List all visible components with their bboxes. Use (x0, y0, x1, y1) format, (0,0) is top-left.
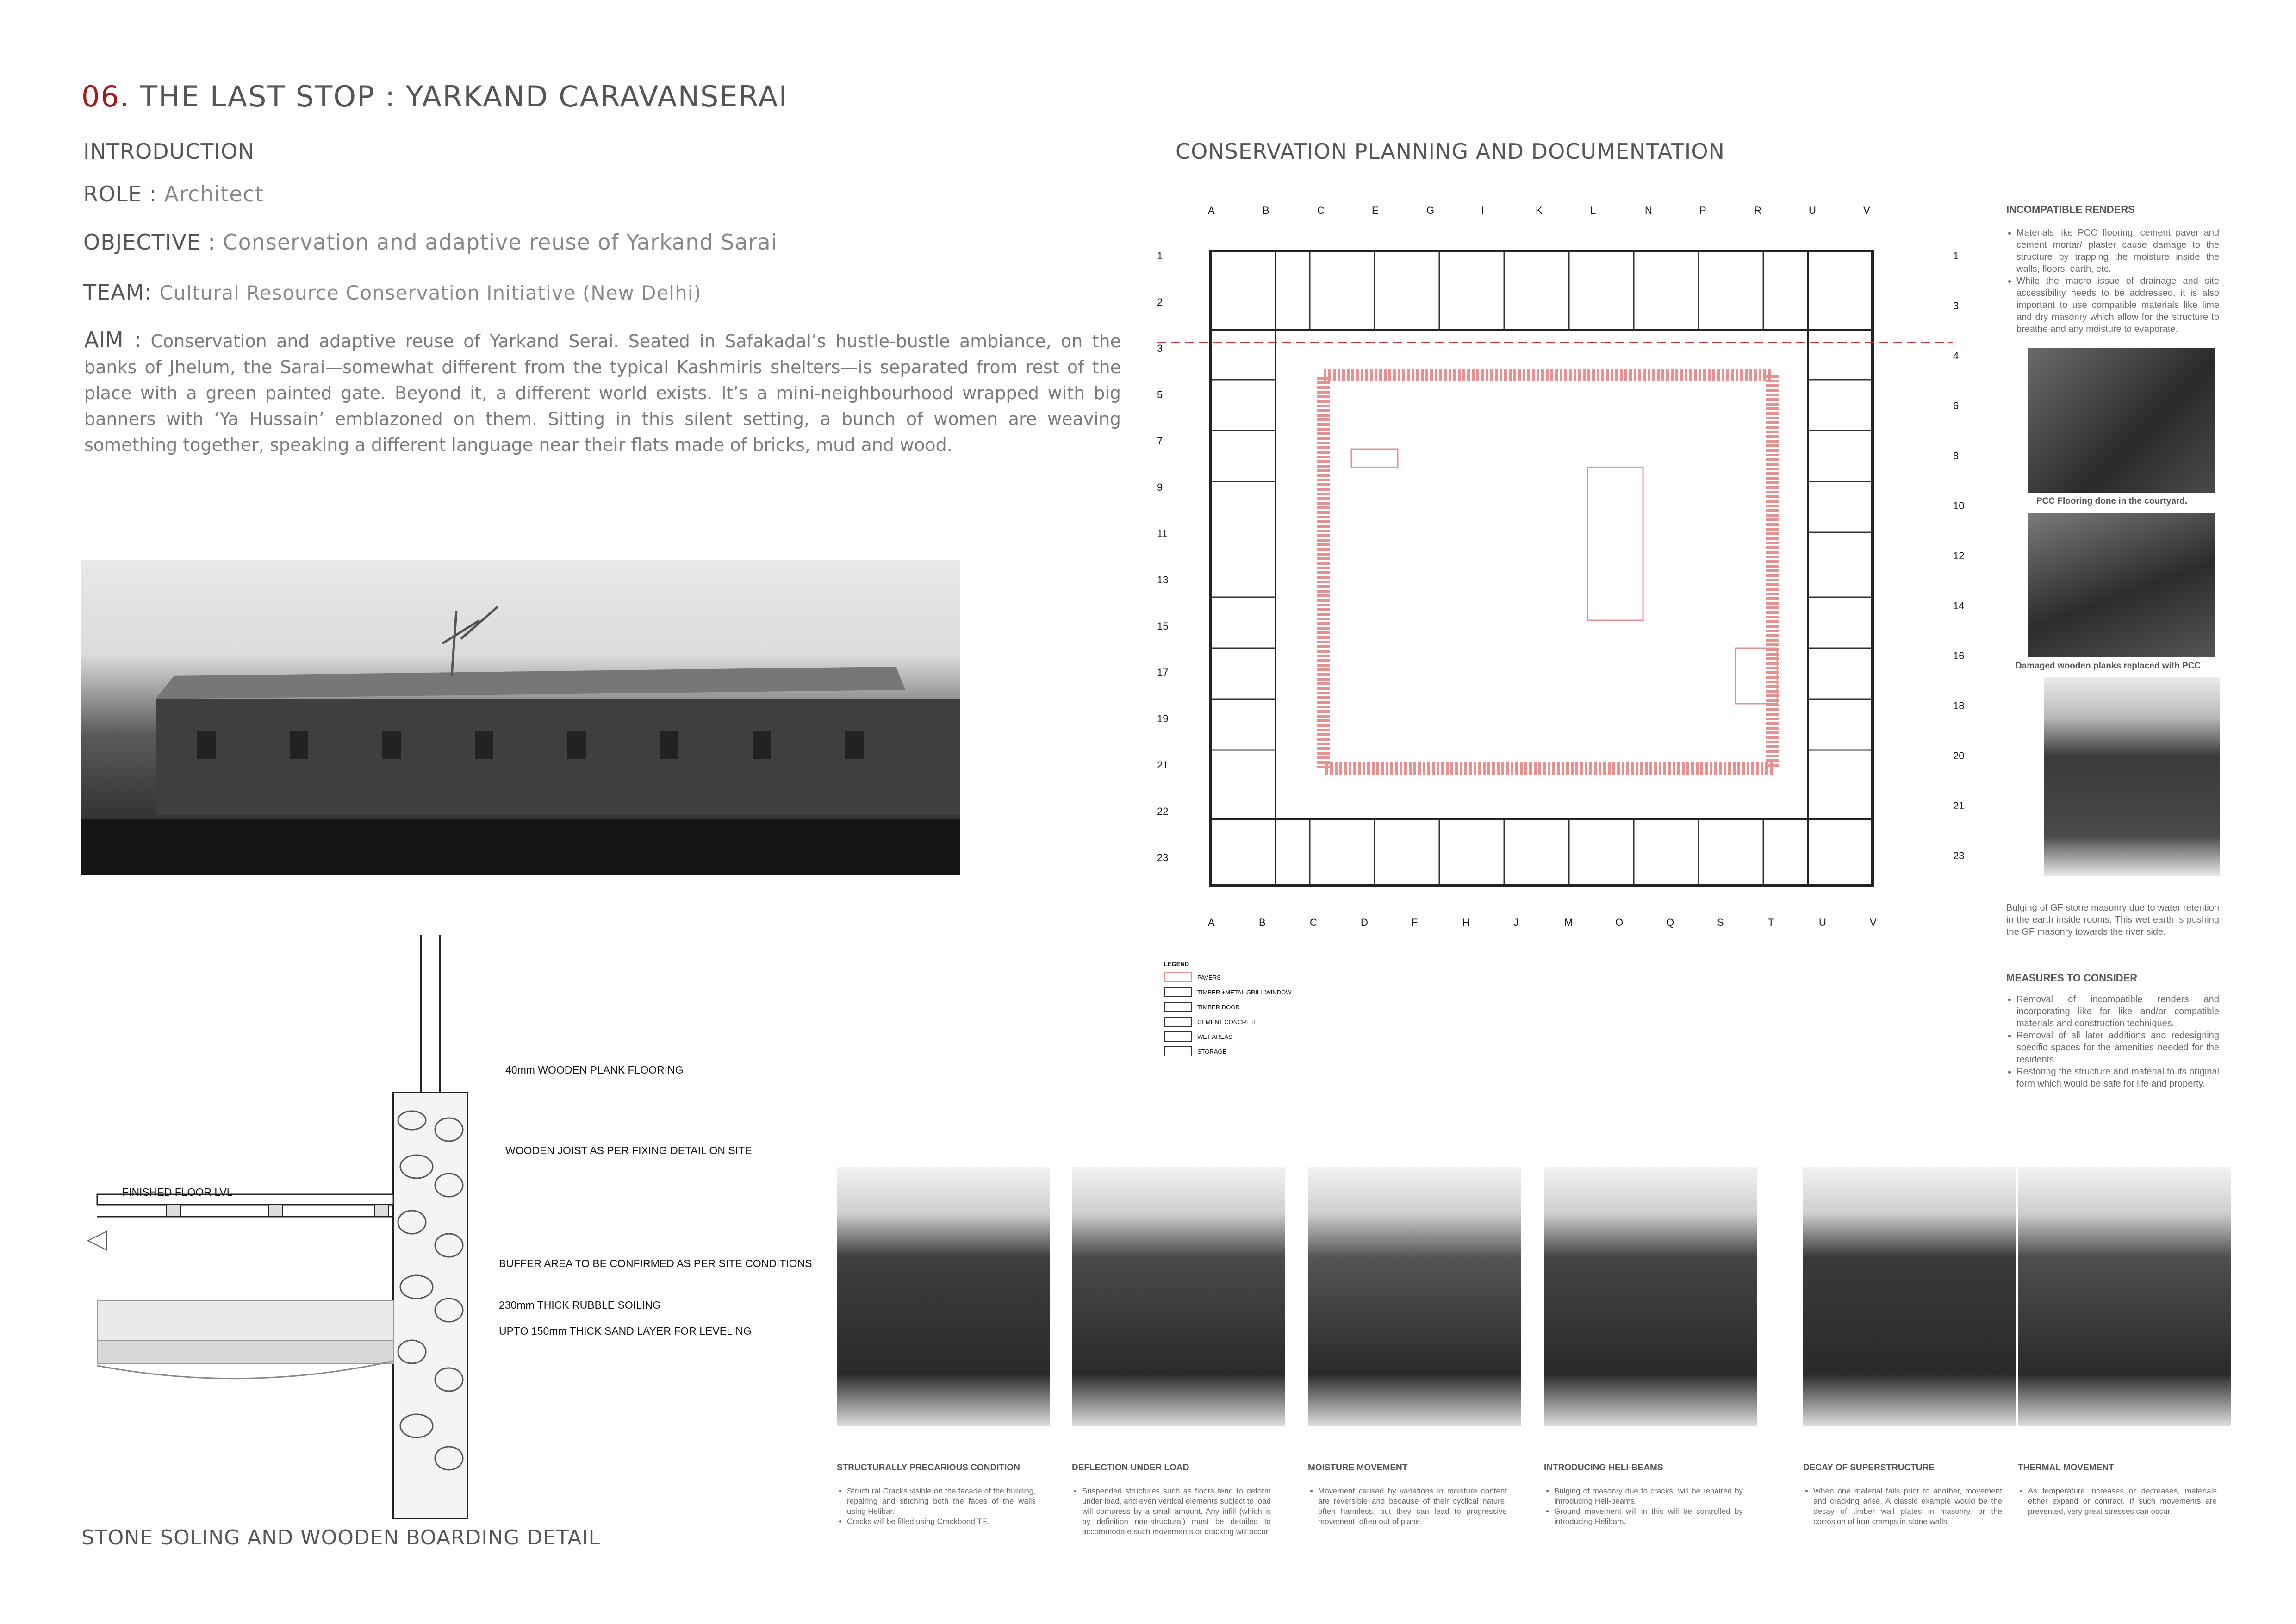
bullet-point: • Structural Cracks visible on the facade of the building, repairing and stitching both the faces of the walls using Helibar. (847, 1486, 1036, 1517)
page-title (81, 80, 788, 113)
floor-plan (1157, 218, 1967, 912)
team-value: Cultural Resource Conservation Initiative (New Delhi) (159, 281, 702, 304)
bullet-point: • Movement caused by variations in moisture content are reversible and because of their cyclical nature, often harmless, but they can lead to progressive movement, often out of plane. (1318, 1486, 1507, 1527)
bullet-point: • Ground movement will in this will be controlled by introducing Helibars. (1554, 1506, 1743, 1527)
legend-label: TIMBER DOOR (1197, 1003, 1240, 1011)
plan-legend (1164, 961, 1303, 1076)
issue-points (1072, 1486, 1271, 1537)
intro-heading: INTRODUCTION (83, 139, 255, 164)
legend-label: CEMENT CONCRETE (1197, 1018, 1258, 1025)
grid-label: H (1462, 917, 1470, 928)
grid-label: 9 (1157, 481, 1163, 493)
issue-points (1803, 1486, 2002, 1527)
legend-label: PAVERS (1197, 974, 1221, 981)
plan-heading: CONSERVATION PLANNING AND DOCUMENTATION (1176, 139, 1725, 164)
legend-item (1164, 972, 1303, 982)
detail-title: STONE SOLING AND WOODEN BOARDING DETAIL (81, 1526, 600, 1549)
grid-label: 17 (1157, 667, 1169, 678)
aim-paragraph (84, 327, 1121, 458)
grid-label: 20 (1953, 750, 1965, 762)
grid-label: 12 (1953, 550, 1965, 562)
role-value: Architect (164, 181, 264, 206)
grid-label: U (1819, 917, 1826, 928)
grid-label: J (1513, 917, 1518, 928)
issue-title: STRUCTURALLY PRECARIOUS CONDITION (837, 1463, 1020, 1473)
team-label: TEAM: (83, 280, 152, 305)
legend-label: TIMBER +METAL GRILL WINDOW (1197, 988, 1292, 996)
issue-points (1544, 1486, 1743, 1527)
bullet-point: • Removal of incompatible renders and incorporating like for like and/or compatible materials and construction techniques. (2016, 993, 2219, 1030)
legend-swatch (1164, 987, 1192, 997)
grid-label: R (1754, 205, 1761, 216)
bulging-masonry-photo (2044, 677, 2220, 876)
issue-title: THERMAL MOVEMENT (2018, 1463, 2114, 1473)
grid-label: L (1590, 205, 1596, 216)
bullet-point: • Materials like PCC flooring, cement paver and cement mortar/ plaster cause damage to the structure by trapping the moisture inside the walls, floors, earth, etc. (2016, 227, 2219, 275)
issue-photo (837, 1167, 1050, 1426)
label-sand-layer: UPTO 150mm THICK SAND LAYER FOR LEVELING (499, 1325, 752, 1337)
issue-photo (2018, 1167, 2231, 1426)
issue-points (2018, 1486, 2217, 1517)
grid-label: I (1481, 205, 1484, 216)
grid-label: C (1310, 917, 1317, 928)
stone-soling-detail-drawing (69, 926, 833, 1528)
issue-points (837, 1486, 1036, 1527)
grid-label: 21 (1953, 800, 1965, 812)
legend-swatch (1164, 1031, 1192, 1042)
grid-label: U (1809, 205, 1816, 216)
grid-label: V (1863, 205, 1870, 216)
grid-label: 8 (1953, 450, 1959, 462)
legend-swatch (1164, 1002, 1192, 1012)
damaged-planks-caption: Damaged wooden planks replaced with PCC (2016, 661, 2201, 671)
grid-label: 23 (1157, 852, 1169, 863)
bullet-point: • While the macro issue of drainage and site accessibility needs to be addressed, it is also important to use compatible materials like lime and dry masonry which allow for the structure to breathe and any moisture to evaporate. (2016, 275, 2219, 335)
top-grid-labels (1208, 205, 1925, 219)
grid-label: 22 (1157, 806, 1169, 817)
bullet-point: • Suspended structures such as floors tend to deform under load, and even vertical elements subject to load will compress by a small amount. Any infill (which is by definition non-structural) must be detailed to accommodate such movements or cracking will occur. (1082, 1486, 1271, 1537)
measures-title: MEASURES TO CONSIDER (2006, 972, 2138, 984)
legend-swatch (1164, 1017, 1192, 1027)
grid-label: 10 (1953, 500, 1965, 512)
grid-label: 3 (1157, 343, 1163, 354)
bullet-point: • As temperature increases or decreases, materials either expand or contract. If such movements are prevented, very great stresses can occur. (2028, 1486, 2217, 1517)
grid-label: 19 (1157, 713, 1169, 725)
label-finished-floor: FINISHED FLOOR LVL (122, 1186, 233, 1198)
section-title: THE LAST STOP : YARKAND CARAVANSERAI (140, 80, 788, 113)
label-plank-flooring: 40mm WOODEN PLANK FLOORING (505, 1064, 684, 1076)
grid-label: 23 (1953, 850, 1965, 862)
issue-title: MOISTURE MOVEMENT (1308, 1463, 1408, 1473)
issue-title: INTRODUCING HELI-BEAMS (1544, 1463, 1663, 1473)
grid-label: 11 (1157, 528, 1168, 539)
bullet-point: • When one material fails prior to another, movement and cracking arise. A classic example would be the decay of timber wall plates in masonry, or the corrosion of iron cramps in stone walls. (1813, 1486, 2002, 1527)
grid-label: 13 (1157, 574, 1169, 586)
issue-photo (1803, 1167, 2016, 1426)
renders-points (2006, 227, 2219, 335)
bullet-point: • Restoring the structure and material to its original form which would be safe for life and property. (2016, 1066, 2219, 1090)
grid-label: 2 (1157, 296, 1163, 308)
grid-label: C (1317, 205, 1325, 216)
bullet-point: • Cracks will be filled using Crackbond TE. (847, 1517, 1036, 1527)
aim-text: Conservation and adaptive reuse of Yarkand Serai. Seated in Safakadal’s hustle-bustle ambiance, on the banks of Jhelum, the Sarai—somewhat different from the typical Kashmiris shelters—is separated from rest of the place with a green painted gate. Beyond it, a different world exists. It’s a mini-neighbourhood wrapped with big banners with ‘Ya Hussain’ emblazoned on them. Sitting in this silent setting, a bunch of women are weaving something together, speaking a different language near their flats made of bricks, mud and wood. (84, 331, 1121, 455)
measures-points (2006, 993, 2219, 1090)
grid-label: 6 (1953, 400, 1959, 412)
bullet-point: • Bulging of masonry due to cracks, will be repaired by introducing Heli-beams. (1554, 1486, 1743, 1506)
grid-label: 4 (1953, 350, 1959, 362)
legend-item (1164, 1017, 1303, 1027)
legend-item (1164, 987, 1303, 997)
grid-label: B (1259, 917, 1266, 928)
role-line (83, 181, 264, 206)
grid-label: 15 (1157, 620, 1169, 632)
bullet-point: • Removal of all later additions and redesigning specific spaces for the amenities needed for the residents. (2016, 1030, 2219, 1066)
label-wooden-joist: WOODEN JOIST AS PER FIXING DETAIL ON SITE (505, 1144, 752, 1156)
renders-title: INCOMPATIBLE RENDERS (2006, 204, 2135, 215)
grid-label: 21 (1157, 759, 1169, 771)
caravanserai-sketch (81, 560, 960, 875)
pcc-flooring-caption: PCC Flooring done in the courtyard. (2036, 496, 2188, 506)
team-line (83, 280, 702, 305)
caravanserai-photo (81, 560, 960, 875)
issue-points (1308, 1486, 1507, 1527)
grid-label: 14 (1953, 600, 1965, 612)
section-number: 06. (81, 80, 130, 113)
grid-label: A (1208, 917, 1215, 928)
issue-title: DEFLECTION UNDER LOAD (1072, 1463, 1189, 1473)
role-label: ROLE : (83, 181, 157, 206)
grid-label: K (1536, 205, 1543, 216)
objective-value: Conservation and adaptive reuse of Yarkand Sarai (223, 230, 778, 255)
grid-label: N (1645, 205, 1652, 216)
grid-label: 16 (1953, 650, 1965, 662)
grid-label: P (1699, 205, 1706, 216)
grid-label: O (1615, 917, 1624, 928)
grid-label: S (1717, 917, 1724, 928)
pcc-flooring-photo (2028, 348, 2215, 493)
issue-title: DECAY OF SUPERSTRUCTURE (1803, 1463, 1935, 1473)
legend-label: WET AREAS (1197, 1033, 1232, 1040)
grid-label: G (1426, 205, 1435, 216)
bulging-masonry-caption: Bulging of GF stone masonry due to water retention in the earth inside rooms. This wet earth is pushing the GF masonry towards the river side. (2006, 903, 2219, 937)
issue-photo (1544, 1167, 1757, 1426)
legend-swatch (1164, 972, 1192, 982)
legend-swatch (1164, 1046, 1192, 1056)
grid-label: Q (1666, 917, 1674, 928)
grid-label: F (1412, 917, 1418, 928)
grid-label: 5 (1157, 389, 1163, 400)
grid-label: 1 (1953, 250, 1959, 262)
legend-item (1164, 1046, 1303, 1056)
grid-label: 3 (1953, 300, 1959, 312)
grid-label: V (1870, 917, 1877, 928)
legend-item (1164, 1002, 1303, 1012)
issue-photo (1072, 1167, 1285, 1426)
issue-photo (1308, 1167, 1521, 1426)
grid-label: A (1208, 205, 1215, 216)
grid-label: E (1372, 205, 1379, 216)
grid-label: T (1768, 917, 1774, 928)
label-buffer-area: BUFFER AREA TO BE CONFIRMED AS PER SITE CONDITIONS (499, 1257, 812, 1269)
objective-label: OBJECTIVE : (83, 230, 216, 255)
grid-label: B (1263, 205, 1269, 216)
objective-line (83, 230, 777, 255)
legend-title: LEGEND (1164, 961, 1189, 968)
bottom-grid-labels (1208, 917, 1925, 931)
aim-label: AIM : (84, 327, 142, 352)
label-rubble-soiling: 230mm THICK RUBBLE SOILING (499, 1299, 661, 1311)
grid-label: 18 (1953, 700, 1965, 712)
grid-label: M (1564, 917, 1573, 928)
legend-label: STORAGE (1197, 1048, 1227, 1055)
damaged-planks-photo (2028, 513, 2215, 657)
legend-item (1164, 1031, 1303, 1042)
grid-label: 7 (1157, 435, 1163, 447)
grid-label: 1 (1157, 250, 1163, 262)
grid-label: D (1361, 917, 1368, 928)
